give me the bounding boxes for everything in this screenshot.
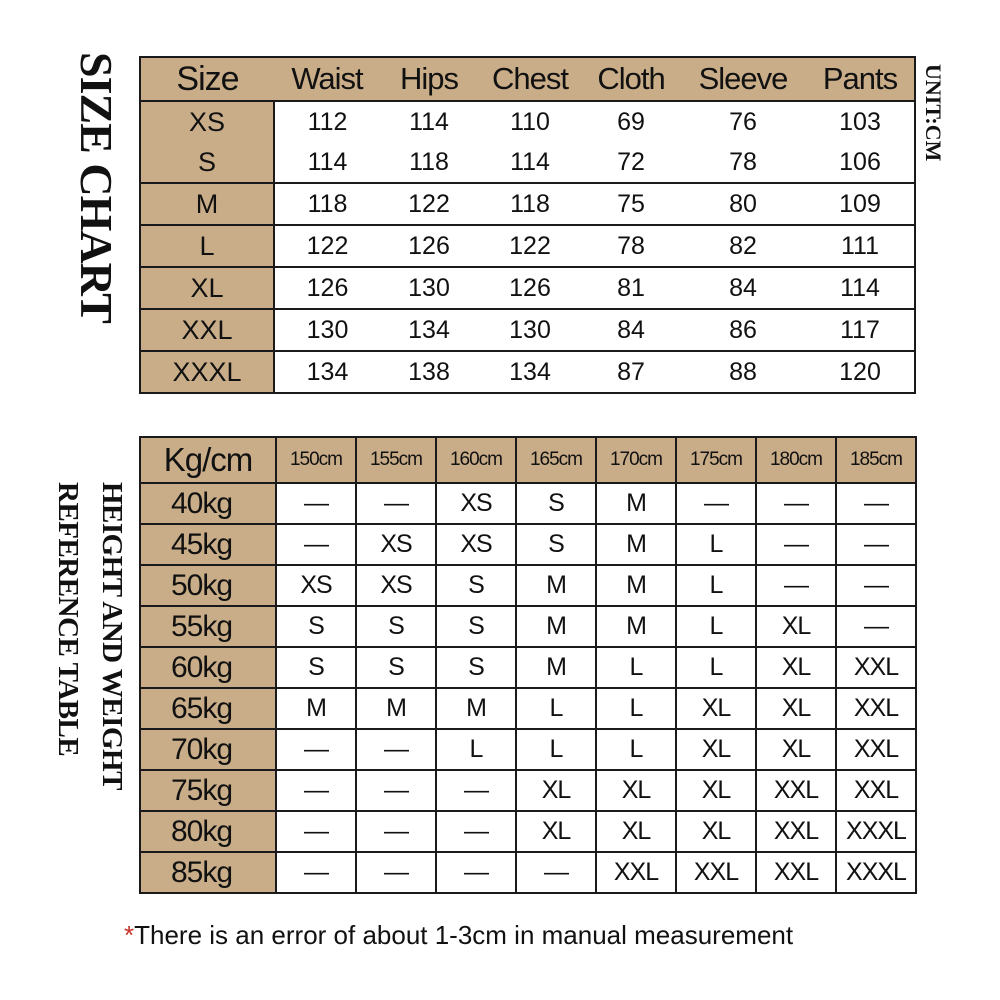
recommended-size-cell: S [436, 647, 516, 688]
size-chart-row [140, 183, 915, 225]
weight-label: 55kg [140, 606, 276, 647]
size-measurement-cell: 111 [806, 225, 915, 267]
reference-row [140, 483, 916, 524]
size-chart-column-header: Hips [380, 57, 478, 101]
size-measurement-cell: 78 [582, 225, 680, 267]
size-measurement-cell: 114 [510, 147, 550, 176]
size-measurement-cell: 109 [806, 183, 915, 225]
height-column-header: 185cm [836, 437, 916, 483]
recommended-size-cell: XXXL [836, 811, 916, 852]
height-column-header: 175cm [676, 437, 756, 483]
recommended-size-cell: M [516, 647, 596, 688]
recommended-size-cell: L [596, 688, 676, 729]
recommended-size-cell: — [276, 729, 356, 770]
size-chart-table [139, 56, 916, 394]
reference-row [140, 852, 916, 893]
recommended-size-cell: — [356, 483, 436, 524]
weight-label: 50kg [140, 565, 276, 606]
size-measurement-cell: 82 [680, 225, 806, 267]
size-measurement-cell: 69 [582, 101, 680, 142]
size-measurement-cell: 138 [380, 351, 478, 393]
size-chart-row [140, 351, 915, 393]
recommended-size-cell: — [356, 811, 436, 852]
size-chart-title: SIZE CHART [71, 52, 122, 323]
size-label: XXXL [140, 351, 274, 393]
recommended-size-cell: XL [756, 729, 836, 770]
weight-label: 85kg [140, 852, 276, 893]
size-chart-column-header: Pants [806, 57, 915, 101]
recommended-size-cell: — [356, 852, 436, 893]
recommended-size-cell: M [596, 565, 676, 606]
recommended-size-cell: S [516, 524, 596, 565]
weight-label: 60kg [140, 647, 276, 688]
reference-title-line1: HEIGHT AND WEIGHT [96, 482, 128, 790]
recommended-size-cell: XS [356, 565, 436, 606]
size-measurement-cell: 78 [729, 147, 757, 176]
weight-label: 75kg [140, 770, 276, 811]
recommended-size-cell: S [516, 483, 596, 524]
recommended-size-cell: — [356, 770, 436, 811]
size-measurement-cell: 88 [680, 351, 806, 393]
reference-corner: Kg/cm [140, 437, 276, 483]
recommended-size-cell: XS [276, 565, 356, 606]
recommended-size-cell: — [836, 524, 916, 565]
size-measurement-cell: 112 [274, 101, 380, 142]
recommended-size-cell: XL [676, 770, 756, 811]
size-measurement-cell: 130 [274, 309, 380, 351]
recommended-size-cell: XL [676, 729, 756, 770]
weight-label: 65kg [140, 688, 276, 729]
recommended-size-cell: M [516, 565, 596, 606]
height-column-header: 170cm [596, 437, 676, 483]
size-measurement-cell: 120 [806, 351, 915, 393]
recommended-size-cell: — [436, 852, 516, 893]
recommended-size-cell: XXXL [836, 852, 916, 893]
recommended-size-cell: — [276, 811, 356, 852]
recommended-size-cell: XXL [676, 852, 756, 893]
recommended-size-cell: XXL [836, 770, 916, 811]
reference-title-line2: REFERENCE TABLE [52, 482, 84, 757]
reference-row [140, 606, 916, 647]
recommended-size-cell: S [356, 606, 436, 647]
size-label: XL [140, 267, 274, 309]
recommended-size-cell: S [436, 606, 516, 647]
recommended-size-cell: L [676, 606, 756, 647]
height-column-header: 160cm [436, 437, 516, 483]
size-label: XS [140, 101, 274, 142]
size-measurement-cell: 134 [380, 309, 478, 351]
recommended-size-cell: L [596, 729, 676, 770]
recommended-size-cell: — [676, 483, 756, 524]
recommended-size-cell: XXL [836, 647, 916, 688]
size-chart-column-header: Waist [274, 57, 380, 101]
reference-header-row [140, 437, 916, 483]
size-measurement-cell: 114 [380, 101, 478, 142]
recommended-size-cell: — [436, 811, 516, 852]
size-label: XXL [140, 309, 274, 351]
size-measurement-cell: 72 [617, 147, 645, 176]
recommended-size-cell: XXL [756, 852, 836, 893]
recommended-size-cell: XL [596, 811, 676, 852]
recommended-size-cell: S [436, 565, 516, 606]
size-measurement-cell: 118 [409, 147, 449, 176]
recommended-size-cell: — [756, 524, 836, 565]
size-measurement-cell: 122 [380, 183, 478, 225]
size-measurement-cell: 122 [274, 225, 380, 267]
recommended-size-cell: S [356, 647, 436, 688]
weight-label: 70kg [140, 729, 276, 770]
recommended-size-cell: XL [756, 688, 836, 729]
recommended-size-cell: XXL [836, 729, 916, 770]
recommended-size-cell: — [276, 483, 356, 524]
recommended-size-cell: L [676, 524, 756, 565]
size-chart-row [140, 267, 915, 309]
recommended-size-cell: L [436, 729, 516, 770]
recommended-size-cell: M [356, 688, 436, 729]
size-measurement-cell: 84 [680, 267, 806, 309]
recommended-size-cell: — [276, 852, 356, 893]
measurement-footnote [124, 920, 793, 951]
size-measurement-cell: 134 [478, 351, 582, 393]
weight-label: 80kg [140, 811, 276, 852]
recommended-size-cell: S [276, 606, 356, 647]
height-column-header: 155cm [356, 437, 436, 483]
size-chart-row [140, 309, 915, 351]
recommended-size-cell: M [596, 606, 676, 647]
recommended-size-cell: XS [436, 524, 516, 565]
footnote-text: There is an error of about 1-3cm in manual measurement [134, 920, 794, 950]
reference-row [140, 688, 916, 729]
size-measurement-cell: 75 [582, 183, 680, 225]
size-measurement-cell: 110 [478, 101, 582, 142]
recommended-size-cell: — [276, 770, 356, 811]
size-measurement-cell: 134 [274, 351, 380, 393]
size-measurement-cell: 126 [274, 267, 380, 309]
footnote-asterisk: * [124, 920, 135, 950]
recommended-size-cell: M [596, 524, 676, 565]
size-measurement-cell: 117 [806, 309, 915, 351]
size-label: M [140, 183, 274, 225]
recommended-size-cell: XXL [596, 852, 676, 893]
size-measurement-cell: 86 [680, 309, 806, 351]
recommended-size-cell: XL [516, 811, 596, 852]
recommended-size-cell: — [756, 483, 836, 524]
recommended-size-cell: L [676, 565, 756, 606]
reference-row [140, 770, 916, 811]
recommended-size-cell: L [676, 647, 756, 688]
size-measurement-cell: 118 [274, 183, 380, 225]
reference-row [140, 729, 916, 770]
size-chart-column-header: Chest [478, 57, 582, 101]
size-label: L [140, 225, 274, 267]
recommended-size-cell: L [516, 688, 596, 729]
recommended-size-cell: XL [676, 688, 756, 729]
recommended-size-cell: XXL [756, 770, 836, 811]
unit-label: UNIT:CM [921, 64, 946, 162]
size-label: S [140, 142, 274, 183]
size-measurement-cell: 81 [582, 267, 680, 309]
recommended-size-cell: XS [356, 524, 436, 565]
recommended-size-cell: M [276, 688, 356, 729]
recommended-size-cell: XL [676, 811, 756, 852]
size-chart-corner: Size [140, 57, 274, 101]
reference-row [140, 565, 916, 606]
size-measurement-cell: 103 [806, 101, 915, 142]
size-chart-row [140, 101, 915, 142]
recommended-size-cell: M [596, 483, 676, 524]
recommended-size-cell: XL [756, 606, 836, 647]
size-measurement-cell: 126 [478, 267, 582, 309]
recommended-size-cell: XL [756, 647, 836, 688]
size-chart-column-header: Cloth [582, 57, 680, 101]
reference-row [140, 524, 916, 565]
recommended-size-cell: — [836, 483, 916, 524]
recommended-size-cell: XL [516, 770, 596, 811]
recommended-size-cell: — [756, 565, 836, 606]
size-measurement-cell: 130 [478, 309, 582, 351]
size-measurement-cell: 130 [380, 267, 478, 309]
weight-label: 40kg [140, 483, 276, 524]
size-measurement-cell: 114 [806, 267, 915, 309]
size-chart-header-row [140, 57, 915, 101]
recommended-size-cell: M [436, 688, 516, 729]
size-measurement-cell: 84 [582, 309, 680, 351]
size-chart-row [140, 225, 915, 267]
recommended-size-cell: XL [596, 770, 676, 811]
size-measurement-cell: 126 [380, 225, 478, 267]
recommended-size-cell: XS [436, 483, 516, 524]
size-measurement-cell: 87 [582, 351, 680, 393]
size-measurement-cell: 118 [478, 183, 582, 225]
height-column-header: 165cm [516, 437, 596, 483]
reference-table-title [46, 482, 134, 790]
height-weight-reference-table [139, 436, 917, 894]
recommended-size-cell: — [356, 729, 436, 770]
size-measurement-cell: 80 [680, 183, 806, 225]
reference-row [140, 811, 916, 852]
size-measurement-cell: 114 [307, 147, 348, 176]
recommended-size-cell: XXL [836, 688, 916, 729]
recommended-size-cell: — [836, 565, 916, 606]
recommended-size-cell: — [516, 852, 596, 893]
recommended-size-cell: — [436, 770, 516, 811]
recommended-size-cell: — [276, 524, 356, 565]
recommended-size-cell: L [516, 729, 596, 770]
size-measurement-cell: 76 [680, 101, 806, 142]
recommended-size-cell: M [516, 606, 596, 647]
recommended-size-cell: L [596, 647, 676, 688]
recommended-size-cell: — [836, 606, 916, 647]
size-chart-column-header: Sleeve [680, 57, 806, 101]
recommended-size-cell: XXL [756, 811, 836, 852]
height-column-header: 180cm [756, 437, 836, 483]
recommended-size-cell: S [276, 647, 356, 688]
height-column-header: 150cm [276, 437, 356, 483]
size-measurement-cell: 106 [839, 147, 881, 176]
size-chart-row [140, 142, 915, 183]
reference-row [140, 647, 916, 688]
weight-label: 45kg [140, 524, 276, 565]
size-measurement-cell: 122 [478, 225, 582, 267]
